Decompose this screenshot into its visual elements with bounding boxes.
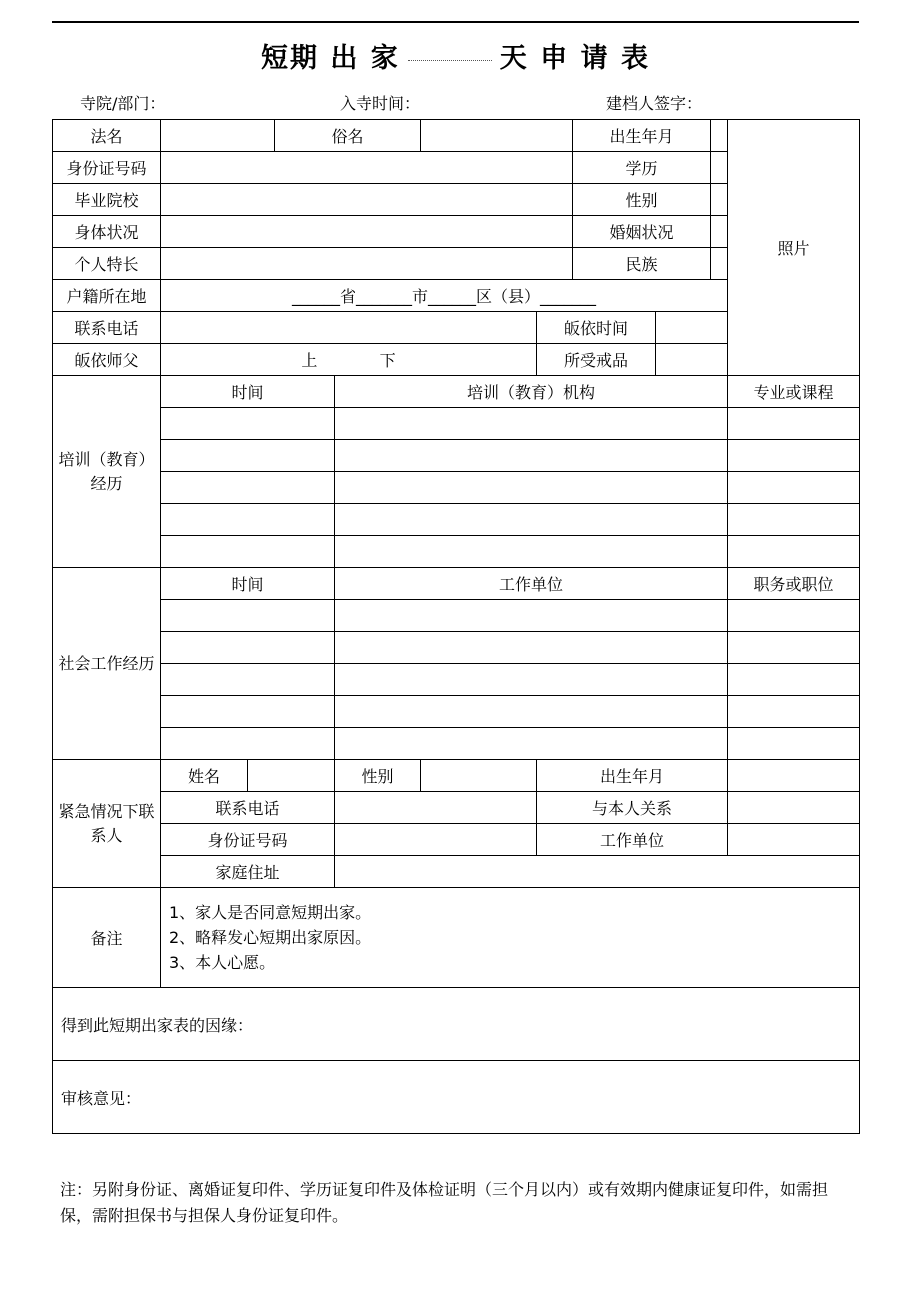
emergency-employer-field[interactable] xyxy=(728,824,860,856)
birth-field-a[interactable] xyxy=(711,120,728,152)
days-blank[interactable] xyxy=(408,59,492,61)
secular-name-field[interactable] xyxy=(421,120,573,152)
work-position-cell[interactable] xyxy=(728,696,860,728)
training-major-cell[interactable] xyxy=(728,536,860,568)
emergency-phone-field[interactable] xyxy=(335,792,537,824)
work-org-cell[interactable] xyxy=(335,664,728,696)
training-row xyxy=(53,440,860,472)
gender-label: 性别 xyxy=(573,184,711,216)
training-col-time: 时间 xyxy=(161,376,335,408)
work-time-cell[interactable] xyxy=(161,600,335,632)
title-part-1: 短期 出 家 xyxy=(260,43,400,74)
refuge-time-field[interactable] xyxy=(656,312,728,344)
cause-label: 得到此短期出家表的因缘： xyxy=(61,1015,254,1035)
ethnicity-field[interactable] xyxy=(711,248,728,280)
school-label: 毕业院校 xyxy=(53,184,161,216)
training-major-cell[interactable] xyxy=(728,440,860,472)
training-time-cell[interactable] xyxy=(161,472,335,504)
training-time-cell[interactable] xyxy=(161,536,335,568)
work-org-cell[interactable] xyxy=(335,632,728,664)
photo-box[interactable] xyxy=(728,120,860,376)
emergency-address-label: 家庭住址 xyxy=(161,856,335,888)
health-label: 身体状况 xyxy=(53,216,161,248)
emergency-relation-label: 与本人关系 xyxy=(537,792,728,824)
marital-label: 婚姻状况 xyxy=(573,216,711,248)
work-position-cell[interactable] xyxy=(728,664,860,696)
emergency-id-label: 身份证号码 xyxy=(161,824,335,856)
top-rule xyxy=(52,21,859,23)
precepts-field[interactable] xyxy=(656,344,728,376)
training-row xyxy=(53,472,860,504)
review-label: 审核意见： xyxy=(61,1088,142,1108)
training-label: 培训（教育）经历 xyxy=(53,376,161,568)
emergency-address-field[interactable] xyxy=(335,856,860,888)
emergency-label: 紧急情况下联系人 xyxy=(53,760,161,888)
temple-label: 寺院/部门： xyxy=(80,94,166,113)
work-time-cell[interactable] xyxy=(161,728,335,760)
work-time-cell[interactable] xyxy=(161,664,335,696)
remark-item-3: 3、本人心愿。 xyxy=(169,953,276,972)
work-org-cell[interactable] xyxy=(335,696,728,728)
training-major-cell[interactable] xyxy=(728,472,860,504)
emergency-name-field[interactable] xyxy=(248,760,335,792)
work-org-cell[interactable] xyxy=(335,600,728,632)
training-col-major: 专业或课程 xyxy=(728,376,860,408)
dharma-name-field[interactable] xyxy=(161,120,275,152)
work-row xyxy=(53,664,860,696)
work-time-cell[interactable] xyxy=(161,696,335,728)
gender-field[interactable] xyxy=(711,184,728,216)
training-row xyxy=(53,536,860,568)
precepts-label: 所受戒品 xyxy=(537,344,656,376)
id-number-field[interactable] xyxy=(161,152,573,184)
training-col-org: 培训（教育）机构 xyxy=(335,376,728,408)
education-field[interactable] xyxy=(711,152,728,184)
archivist-label: 建档人签字： xyxy=(606,94,703,113)
work-time-cell[interactable] xyxy=(161,632,335,664)
remarks-label: 备注 xyxy=(53,888,161,988)
emergency-gender-label: 性别 xyxy=(335,760,421,792)
emergency-name-label: 姓名 xyxy=(161,760,248,792)
work-row xyxy=(53,632,860,664)
emergency-phone-label: 联系电话 xyxy=(161,792,335,824)
phone-field[interactable] xyxy=(161,312,537,344)
training-org-cell[interactable] xyxy=(335,504,728,536)
work-position-cell[interactable] xyxy=(728,728,860,760)
training-org-cell[interactable] xyxy=(335,408,728,440)
work-row xyxy=(53,600,860,632)
health-field[interactable] xyxy=(161,216,573,248)
training-time-cell[interactable] xyxy=(161,440,335,472)
training-row xyxy=(53,408,860,440)
specialty-label: 个人特长 xyxy=(53,248,161,280)
work-col-org: 工作单位 xyxy=(335,568,728,600)
birth-label: 出生年月 xyxy=(573,120,711,152)
title-part-2: 天 申 请 表 xyxy=(499,43,650,74)
work-position-cell[interactable] xyxy=(728,600,860,632)
work-position-cell[interactable] xyxy=(728,632,860,664)
marital-field[interactable] xyxy=(711,216,728,248)
footnote: 注：另附身份证、离婚证复印件、学历证复印件及体检证明（三个月以内）或有效期内健康证复印件，如需担保，需附担保书与担保人身份证复印件。 xyxy=(60,1180,829,1225)
refuge-time-label: 皈依时间 xyxy=(537,312,656,344)
school-field[interactable] xyxy=(161,184,573,216)
application-form-table xyxy=(52,119,860,1134)
training-time-cell[interactable] xyxy=(161,504,335,536)
emergency-relation-field[interactable] xyxy=(728,792,860,824)
entry-time-label: 入寺时间： xyxy=(340,94,421,113)
training-org-cell[interactable] xyxy=(335,440,728,472)
work-col-position: 职务或职位 xyxy=(728,568,860,600)
work-org-cell[interactable] xyxy=(335,728,728,760)
training-major-cell[interactable] xyxy=(728,408,860,440)
emergency-id-field[interactable] xyxy=(335,824,537,856)
training-time-cell[interactable] xyxy=(161,408,335,440)
emergency-birth-label: 出生年月 xyxy=(537,760,728,792)
work-row xyxy=(53,728,860,760)
work-col-time: 时间 xyxy=(161,568,335,600)
emergency-gender-field[interactable] xyxy=(421,760,537,792)
refuge-master-label: 皈依师父 xyxy=(53,344,161,376)
training-major-cell[interactable] xyxy=(728,504,860,536)
work-row xyxy=(53,696,860,728)
training-org-cell[interactable] xyxy=(335,536,728,568)
remark-item-1: 1、家人是否同意短期出家。 xyxy=(169,903,372,922)
dharma-name-label: 法名 xyxy=(53,120,161,152)
form-title xyxy=(52,36,859,75)
work-label: 社会工作经历 xyxy=(53,568,161,760)
review-field[interactable] xyxy=(53,1061,860,1134)
training-org-cell[interactable] xyxy=(335,472,728,504)
master-upper: 上 xyxy=(301,351,318,370)
training-row xyxy=(53,504,860,536)
master-lower: 下 xyxy=(379,351,396,370)
remarks-field[interactable] xyxy=(161,888,860,988)
hukou-label: 户籍所在地 xyxy=(53,280,161,312)
id-number-label: 身份证号码 xyxy=(53,152,161,184)
emergency-employer-label: 工作单位 xyxy=(537,824,728,856)
refuge-master-field[interactable] xyxy=(161,344,537,376)
emergency-birth-field[interactable] xyxy=(728,760,860,792)
education-label: 学历 xyxy=(573,152,711,184)
hukou-field[interactable]: ______省_______市______区（县）_______ xyxy=(161,280,728,312)
secular-name-label: 俗名 xyxy=(275,120,421,152)
remark-item-2: 2、略释发心短期出家原因。 xyxy=(169,928,372,947)
ethnicity-label: 民族 xyxy=(573,248,711,280)
cause-field[interactable] xyxy=(53,988,860,1061)
phone-label: 联系电话 xyxy=(53,312,161,344)
photo-label: 照片 xyxy=(777,239,810,258)
specialty-field[interactable] xyxy=(161,248,573,280)
